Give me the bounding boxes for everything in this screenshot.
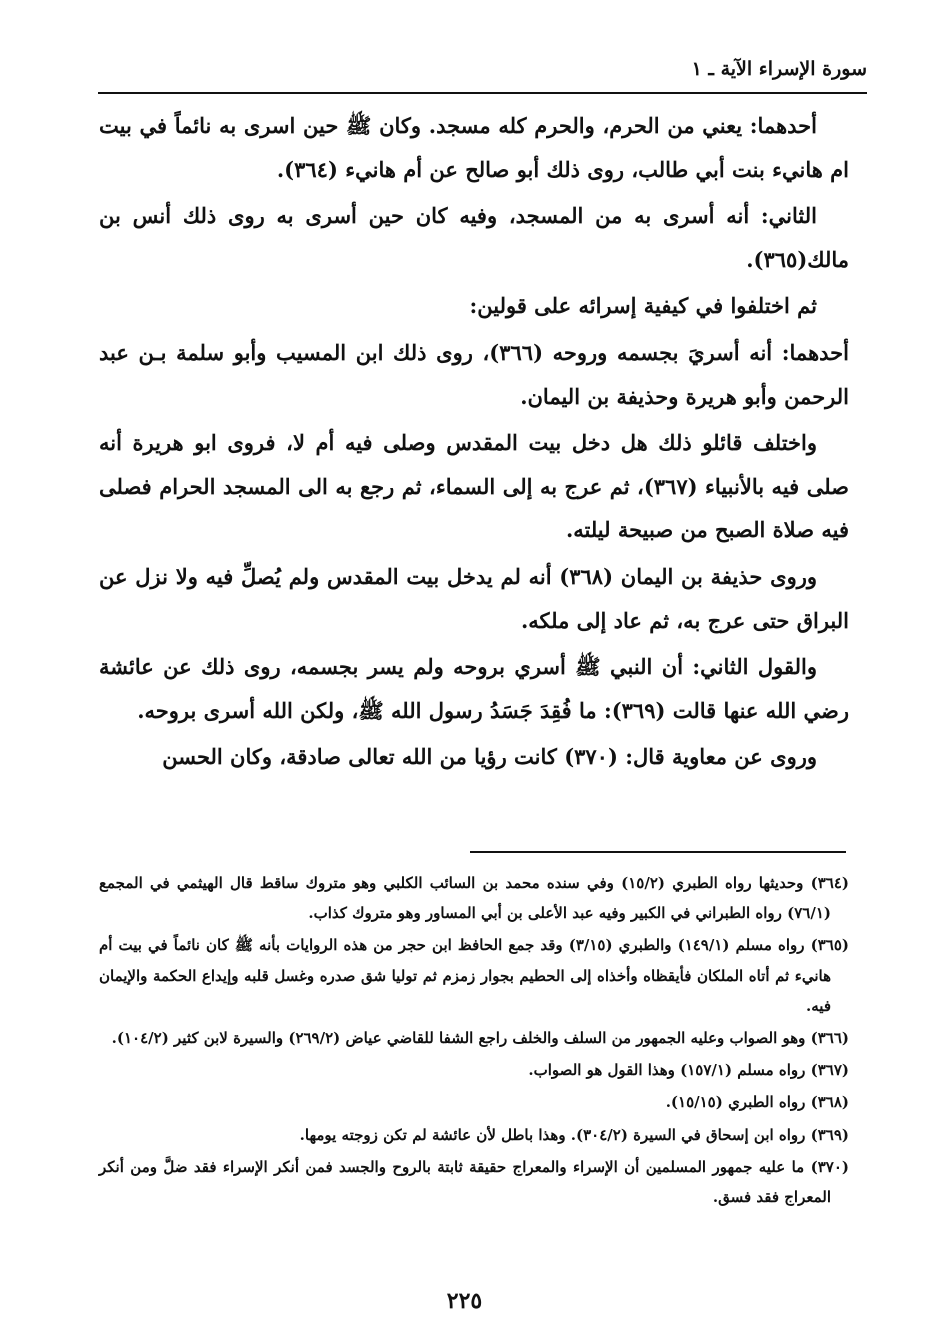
body-paragraph: الثاني: أنه أسرى به من المسجد، وفيه كان حين أسرى به روى ذلك أنس بن مالك(٣٦٥). <box>99 203 849 272</box>
footnote: (٣٦٩) رواه ابن إسحاق في السيرة (٣٠٤/٢). وهذا باطل لأن عائشة لم تكن زوجته يومها. <box>299 1125 849 1144</box>
body-paragraph: والقول الثاني: أن النبي ﷺ أسري بروحه ولم يسر بجسمه، روى ذلك عن عائشة رضي الله عنها قالت (٣٦٩): ما فُقِدَ جَسَدُ رسول الله ﷺ، ولكن الله أسرى بروحه. <box>99 654 849 723</box>
running-head-title: سورة الإسراء الآية ـ ١ <box>691 58 867 80</box>
page-number: ٢٢٥ <box>446 1288 483 1314</box>
footnote: (٣٦٨) رواه الطبري (١٥/١٥). <box>665 1093 849 1112</box>
main-text <box>99 104 849 782</box>
footnotes <box>99 868 849 1214</box>
body-paragraph: أحدهما: أنه أسريَ بجسمه وروحه (٣٦٦)، روى ذلك ابن المسيب وأبو سلمة بـن عبد الرحمن وأبو هريرة وحذيفة بن اليمان. <box>99 339 849 409</box>
body-paragraph: واختلف قائلو ذلك هل دخل بيت المقدس وصلى فيه أم لا، فروى ابو هريرة أنه صلى فيه بالأنبياء (٣٦٧)، ثم عرج به إلى السماء، ثم رجع به الى المسجد الحرام فصلى فيه صلاة الصبح من صبيحة ليلته. <box>99 430 849 543</box>
body-paragraph: أحدهما: يعني من الحرم، والحرم كله مسجد. وكان ﷺ حين اسرى به نائماً في بيت ام هانيء بنت أبي طالب، روى ذلك أبو صالح عن أم هانيء (٣٦٤). <box>99 113 849 182</box>
footnote: (٣٦٤) وحديثها رواه الطبري (١٥/٢) وفي سنده محمد بن السائب الكلبي وهو متروك ساقط قال الهيثمي في المجمع (٧٦/١) رواه الطبراني في الكبير وفيه عبد الأعلى بن أبي المساور وهو متروك كذاب. <box>99 874 849 923</box>
footnote: (٣٦٦) وهو الصواب وعليه الجمهور من السلف والخلف راجع الشفا للقاضي عياض (٢٦٩/٢) والسيرة لابن كثير (١٠٤/٢). <box>111 1029 849 1048</box>
footnote: (٣٧٠) ما عليه جمهور المسلمين أن الإسراء والمعراج حقيقة ثابتة بالروح والجسد فمن أنكر الإسراء فقد ضلَّ ومن أنكر المعراج فقد فسق. <box>99 1157 849 1207</box>
footnote: (٣٦٥) رواه مسلم (١٤٩/١) والطبري (٣/١٥) وقد جمع الحافظ ابن حجر من هذه الروايات بأنه ﷺ كان نائماً في بيت أم هانيء ثم أتاه الملكان فأيقظاه وأخذاه إلى الحطيم بجوار زمزم ثم توليا شق صدره وغسل قلبه وإيداع الحكمة والإيمان فيه. <box>99 936 850 1015</box>
body-paragraph: ثم اختلفوا في كيفية إسرائه على قولين: <box>469 293 817 319</box>
body-paragraph: وروى حذيفة بن اليمان (٣٦٨) أنه لم يدخل بيت المقدس ولم يُصلِّ فيه ولا نزل عن البراق حتى عرج به، ثم عاد إلى ملكه. <box>99 563 849 633</box>
header-rule <box>98 92 867 94</box>
footnote-separator <box>470 851 846 853</box>
footnote: (٣٦٧) رواه مسلم (١٥٧/١) وهذا القول هو الصواب. <box>528 1061 849 1080</box>
body-paragraph: وروى عن معاوية قال: (٣٧٠) كانت رؤيا من الله تعالى صادقة، وكان الحسن <box>162 744 817 770</box>
